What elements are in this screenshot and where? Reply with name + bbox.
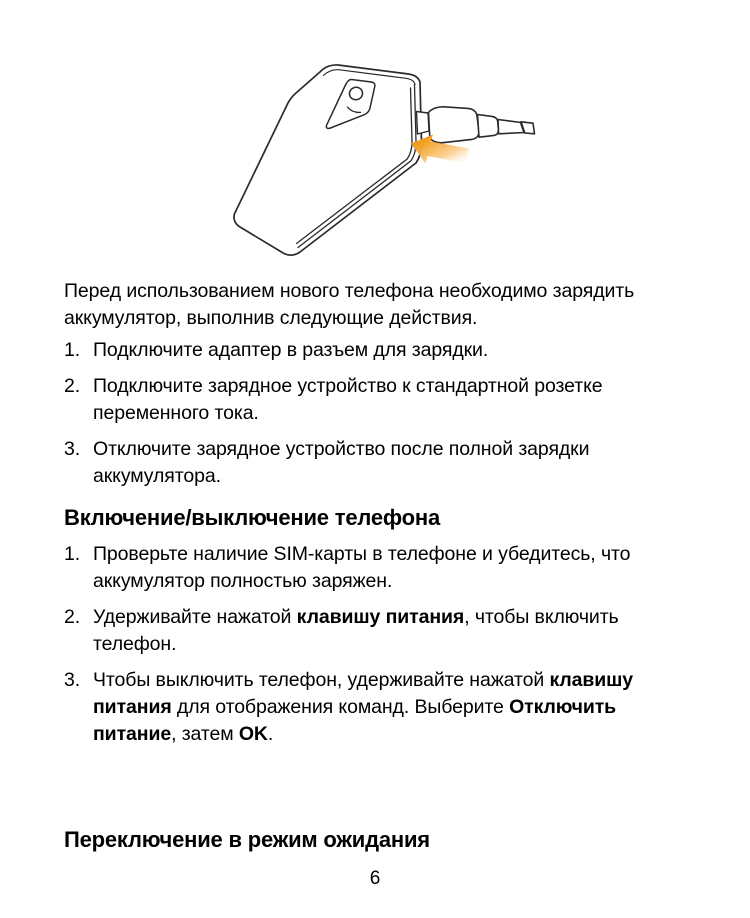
- list-marker: 2.: [64, 375, 81, 397]
- list-item: [64, 541, 686, 595]
- list-marker: 2.: [64, 606, 81, 628]
- phone-charging-illustration: [0, 0, 750, 275]
- page-number: 6: [369, 868, 381, 889]
- list-item: [64, 373, 686, 427]
- list-item-text: Чтобы выключить телефон, удерживайте нажатой клавишу питания для отображения команд. Выберите Отключить питание, затем OK.: [93, 669, 634, 745]
- list-item-text: Подключите адаптер в разъем для зарядки.: [93, 339, 489, 361]
- phone-outline-icon: [234, 65, 422, 255]
- charger-connector-icon: [429, 107, 535, 143]
- power-steps-list: [64, 541, 686, 748]
- intro-paragraph: Перед использованием нового телефона необходимо зарядить аккумулятор, выполнив следующие действия.: [64, 280, 635, 329]
- list-item-text: Проверьте наличие SIM-карты в телефоне и убедитесь, что аккумулятор полностью заряжен.: [93, 543, 631, 592]
- list-item-text: Подключите зарядное устройство к стандартной розетке переменного тока.: [93, 375, 603, 424]
- list-item: [64, 604, 686, 658]
- charging-steps-list: [64, 337, 686, 490]
- list-marker: 3.: [64, 438, 81, 460]
- page-content: [64, 278, 686, 757]
- list-marker: 1.: [64, 543, 81, 565]
- list-item: [64, 436, 686, 490]
- standby-section-heading: Переключение в режим ожидания: [64, 827, 430, 852]
- list-item-text: Удерживайте нажатой клавишу питания, чтобы включить телефон.: [93, 606, 619, 655]
- illustration-svg: [0, 0, 750, 275]
- list-marker: 1.: [64, 339, 81, 361]
- list-item: [64, 667, 686, 748]
- list-item: [64, 337, 686, 364]
- list-item-text: Отключите зарядное устройство после полной зарядки аккумулятора.: [93, 438, 590, 487]
- power-section-heading: Включение/выключение телефона: [64, 505, 440, 530]
- list-marker: 3.: [64, 669, 81, 691]
